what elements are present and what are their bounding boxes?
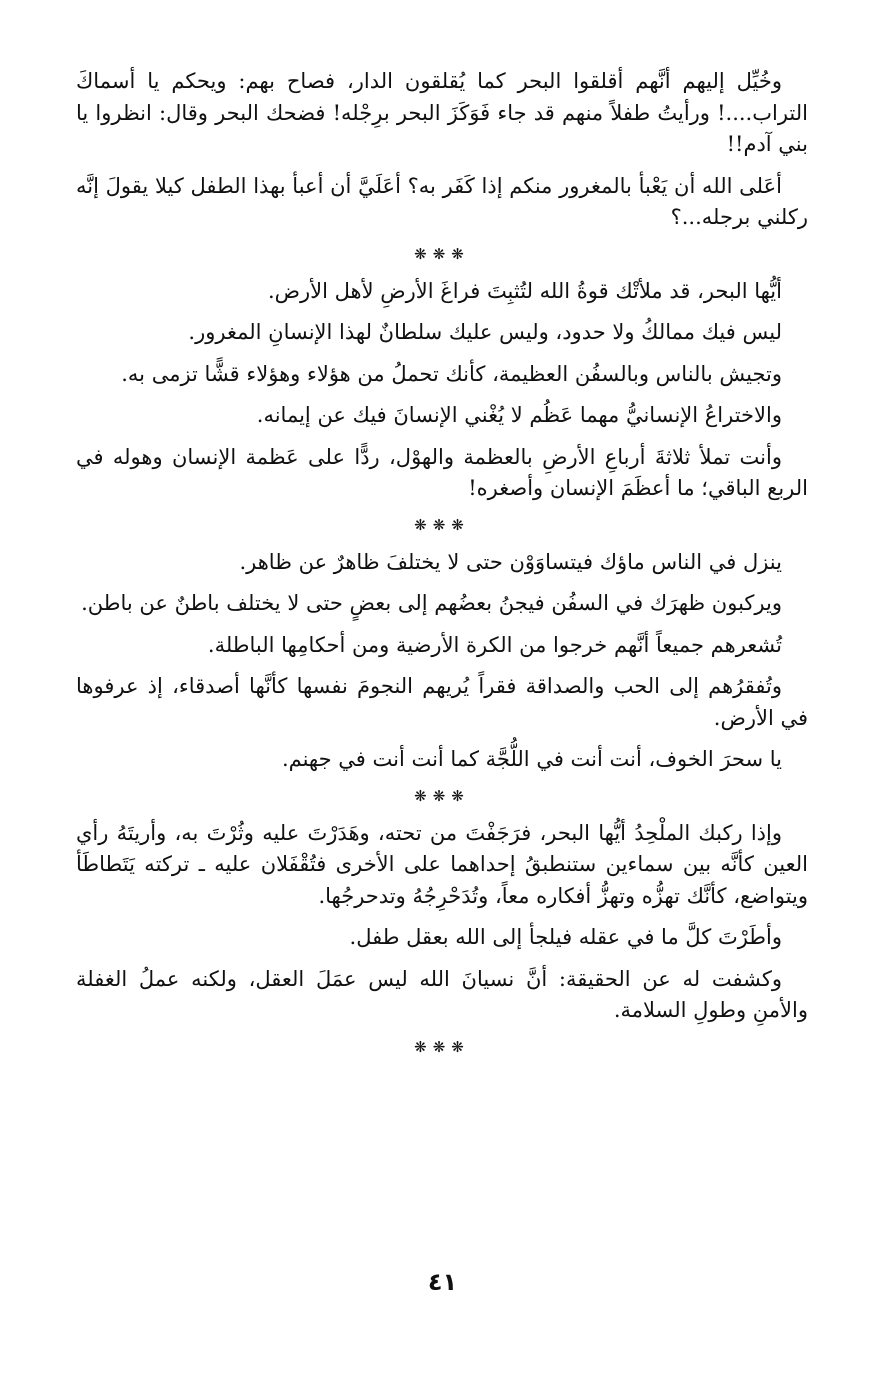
paragraph: وخُيِّل إليهم أنَّهم أقلقوا البحر كما يُقلقون الدار، فصاح بهم: ويحكم يا أسماكَ التراب....! ورأيتُ طفلاً منهم قد جاء فَوَكَزَ البحر برِجْله! فضحك البحر وقال: انظروا يا بني آدم!! — [76, 69, 808, 156]
page-number: ٤١ — [427, 1268, 458, 1296]
paragraph: ويركبون ظهرَك في السفُن فيجنُ بعضُهم إلى بعضٍ حتى لا يختلف باطنٌ عن باطن. — [81, 591, 782, 615]
paragraph: والاختراعُ الإنسانيُّ مهما عَظُم لا يُغْني الإنسانَ فيك عن إيمانه. — [256, 403, 782, 427]
page-body — [76, 66, 808, 1069]
section-separator: ❋❋❋ — [414, 786, 470, 805]
paragraph: ينزل في الناس ماؤك فيتساوَوْن حتى لا يختلفَ ظاهرٌ عن ظاهر. — [239, 549, 782, 574]
paragraph: وإذا ركبك الملْحِدُ أيُّها البحر، فرَجَفْتَ من تحته، وهَدَرْتَ عليه وثُرْتَ به، وأريتَهُ رأي العين كأنَّه بين سماءين ستنطبقُ إحداهما على الأخرى فتُقْفَلان عليه ـ تركته يَتَطاطَأ ويتواضع، كأنَّك تهزُّه وتهزُّ أفكاره معاً، وتُدَحْرِجُهُ وتدحرجُها. — [76, 820, 808, 908]
paragraph: ليس فيك ممالكُ ولا حدود، وليس عليك سلطانٌ لهذا الإنسانِ المغرور. — [188, 320, 782, 344]
paragraph: وتجيش بالناس وبالسفُن العظيمة، كأنك تحملُ من هؤلاء وهؤلاء قشًّا تزمى به. — [121, 361, 782, 386]
paragraph: تُشعرهم جميعاً أنَّهم خرجوا من الكرة الأرضية ومن أحكامِها الباطلة. — [207, 632, 782, 657]
paragraph: أيُّها البحر، قد ملأتْك قوةُ الله لتُثبِتَ فراغَ الأرضِ لأهل الأرض. — [267, 278, 782, 303]
paragraph: يا سحرَ الخوف، أنت أنت في اللُّجَّة كما أنت أنت في جهنم. — [281, 747, 782, 771]
section-separator: ❋❋❋ — [414, 1037, 470, 1056]
paragraph: وأنت تملأ ثلاثةَ أرباعِ الأرضِ بالعظمة والهوْل، ردًّا على عَظمة الإنسان وهوله في الربع الباقي؛ ما أعظَمَ الإنسان وأصغره! — [76, 444, 808, 500]
section-separator: ❋❋❋ — [414, 244, 470, 263]
paragraph: أعَلى الله أن يَعْبأ بالمغرور منكم إذا كَفَر به؟ أعَلَيَّ أن أعبأ بهذا الطفل كيلا يقولَ إنَّه ركلني برجله...؟ — [76, 173, 808, 229]
paragraph: وأطَرْتَ كلَّ ما في عقله فيلجأ إلى الله بعقل طفل. — [349, 925, 782, 949]
section-separator: ❋❋❋ — [414, 515, 470, 534]
paragraph: وتُفقرُهم إلى الحب والصداقة فقراً يُريهم النجومَ نفسها كأنَّها أصدقاء، إذ عرفوها في الأرض. — [76, 674, 808, 730]
paragraph: وكشفت له عن الحقيقة: أنَّ نسيانَ الله ليس عمَلَ العقل، ولكنه عملُ الغفلة والأمنِ وطولِ السلامة. — [76, 966, 808, 1022]
